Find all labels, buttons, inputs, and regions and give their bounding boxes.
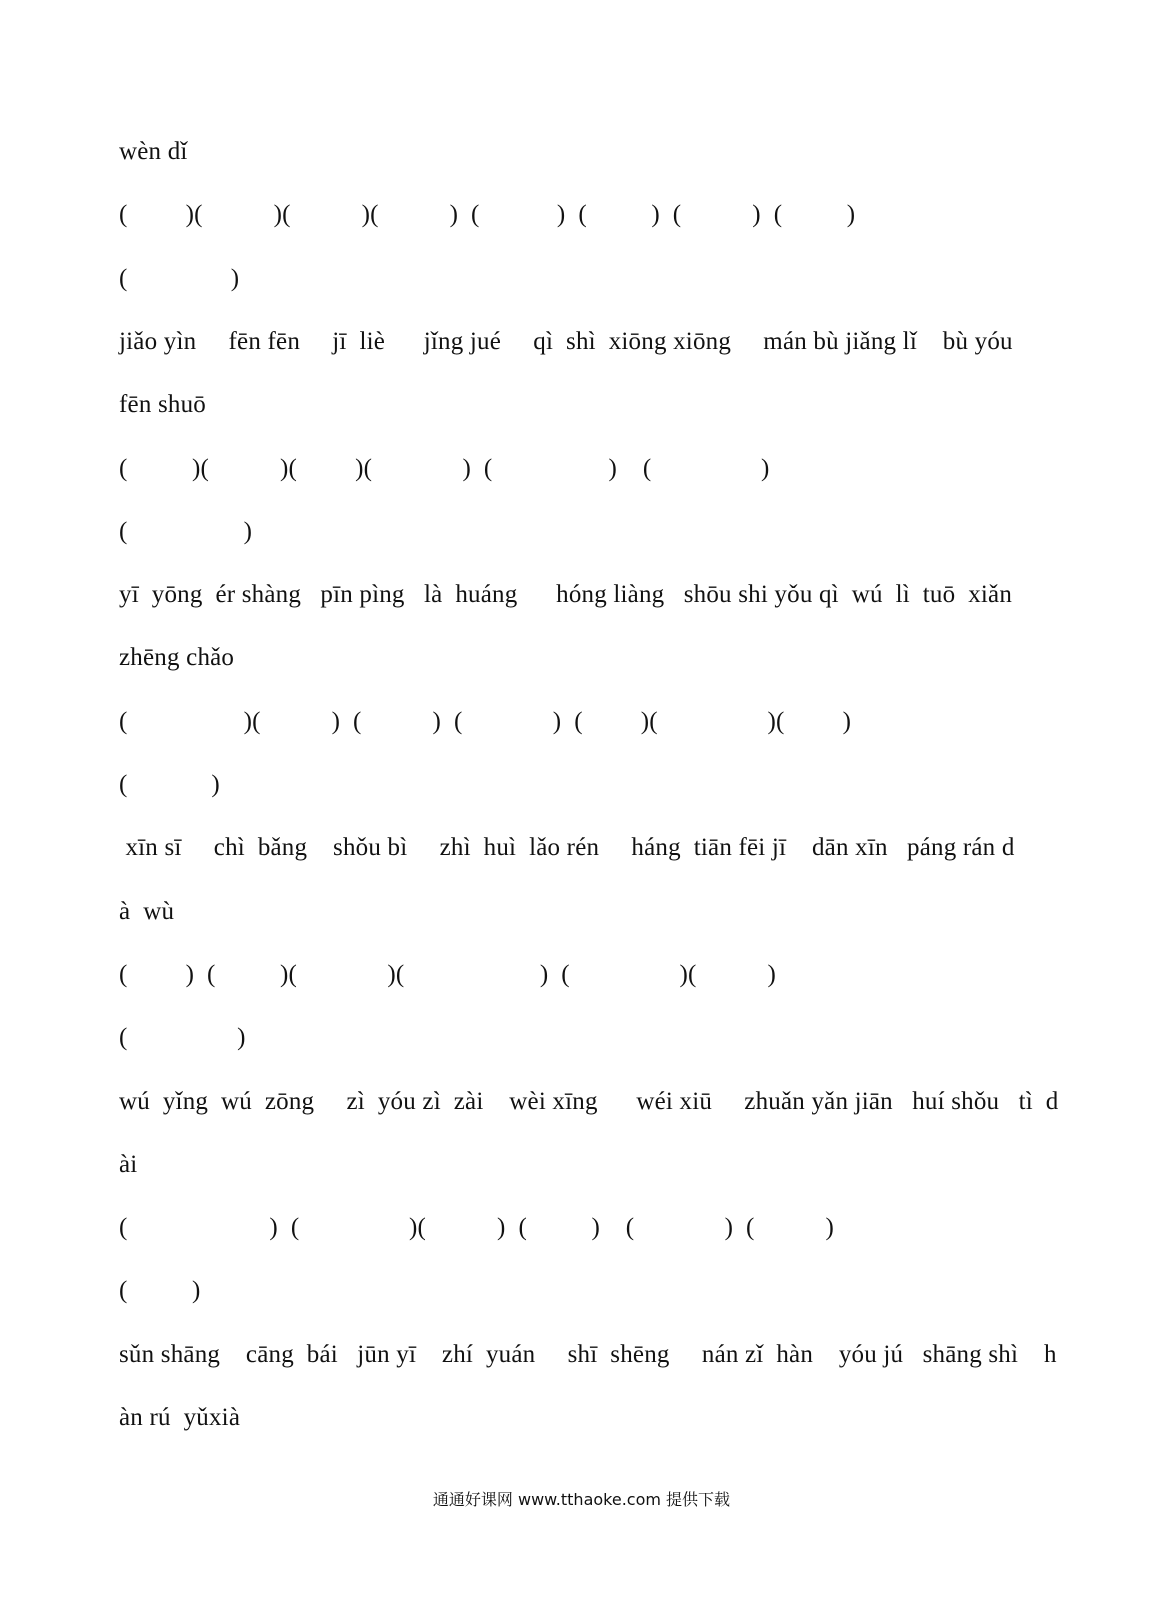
pinyin-line: yī yōng ér shàng pīn pìng là huáng hóng liàng shōu shi yǒu qì wú lì tuō xiǎn xyxy=(119,581,1013,608)
bracket-line: ( ) xyxy=(119,518,253,545)
bracket-line: ( ) ( )( ) ( ) ( ) ( ) xyxy=(119,1214,835,1241)
page-footer: 通通好课网 www.tthaoke.com 提供下载 xyxy=(432,1490,731,1509)
pinyin-line: ài xyxy=(119,1151,138,1178)
bracket-line: ( )( ) ( ) ( ) ( )( )( ) xyxy=(119,708,852,735)
pinyin-line: àn rú yǔxià xyxy=(119,1404,241,1431)
bracket-line: ( ) ( )( )( ) ( )( ) xyxy=(119,961,777,988)
pinyin-line: fēn shuō xyxy=(119,391,207,418)
bracket-line: ( )( )( )( ) ( ) ( ) ( ) ( ) xyxy=(119,201,856,228)
pinyin-line: zhēng chǎo xyxy=(119,644,235,671)
bracket-line: ( )( )( )( ) ( ) ( ) xyxy=(119,455,770,482)
pinyin-line: sǔn shāng cāng bái jūn yī zhí yuán shī shēng nán zǐ hàn yóu jú shāng shì h xyxy=(119,1341,1057,1368)
pinyin-line: wú yǐng wú zōng zì yóu zì zài wèi xīng wéi xiū zhuǎn yǎn jiān huí shǒu tì d xyxy=(119,1088,1059,1115)
bracket-line: ( ) xyxy=(119,1024,246,1051)
pinyin-line: xīn sī chì bǎng shǒu bì zhì huì lǎo rén háng tiān fēi jī dān xīn páng rán d xyxy=(119,834,1015,861)
bracket-line: ( ) xyxy=(119,1277,201,1304)
pinyin-line: wèn dǐ xyxy=(119,138,188,165)
bracket-line: ( ) xyxy=(119,771,220,798)
pinyin-line: à wù xyxy=(119,898,175,925)
bracket-line: ( ) xyxy=(119,265,240,292)
pinyin-line: jiǎo yìn fēn fēn jī liè jǐng jué qì shì xiōng xiōng mán bù jiǎng lǐ bù yóu xyxy=(119,328,1013,355)
